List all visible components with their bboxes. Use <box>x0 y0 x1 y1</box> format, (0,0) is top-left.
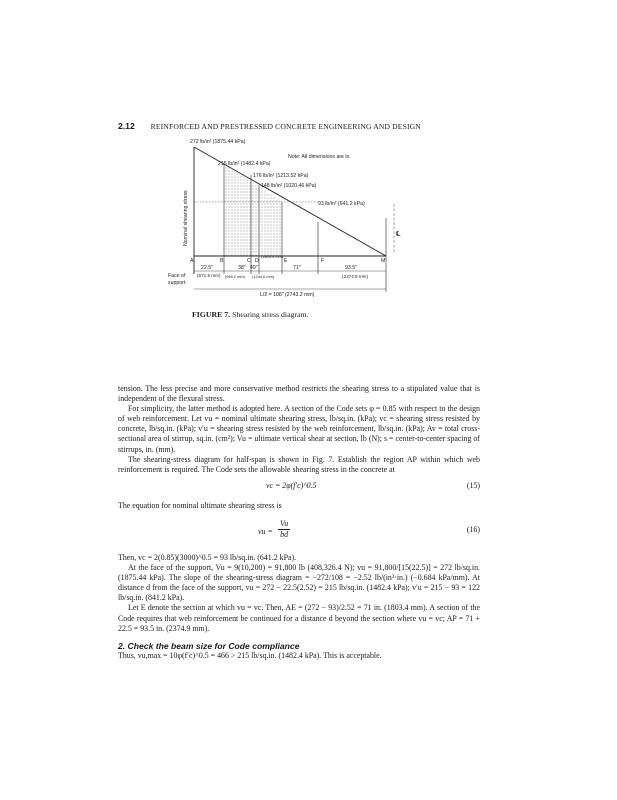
stress-label-148: 148 lb/in² (1020.46 kPa) <box>261 183 317 189</box>
paragraph-7: Let E denote the section at which vu = vc. Then, AE = (272 − 93)/2.52 = 71 in. (1803.4 mm). A section of the Code requires that web reinforcement be continued for a distance d beyond the section where vu = vc; AP = 71 + 22.5 = 93.5 in. (2374.9 mm). <box>118 603 480 633</box>
paragraph-3: The shearing-stress diagram for half-span is shown in Fig. 7. Establish the region AP within which web reinforcement is required. The Code sets the allowable shearing stress in the concrete at <box>118 454 480 474</box>
point-label-D: D <box>255 258 259 264</box>
paragraph-6: At the face of the support, Vu = 9(10,200) = 91,800 lb (408,326.4 N); vu = 91,800/[15(22.5)] = 272 lb/sq.in. (1875.44 kPa). The slope of the shearing-stress diagram = −272/108 = −2.52 lb/(in²·in.) (−0.684 kPa/mm). At distance d from the face of the support, vu = 272 − 22.5(2.52) = 215 lb/sq.in. (1482.4 kPa); v′u = 215 − 93 = 122 lb/sq.in. (841.2 kPa). <box>118 563 480 603</box>
paragraph-2: For simplicity, the latter method is adopted here. A section of the Code sets φ = 0.85 with respect to the design of web reinforcement. Let vu = nominal ultimate shearing stress, lb/sq.in. (kPa); vc = shearing stress resisted by concrete, lb/sq.in. (kPa); v′u = shearing stress resisted by the web reinforcement, lb/sq.in. (kPa); Av = total cross-sectional area of stirrup, sq.in. (cm²); Vu = ultimate vertical shear at section, lb (N); s = center-to-center spacing of stirrups, in. (mm). <box>118 404 480 454</box>
stress-label-272: 272 lb/in² (1875.44 kPa) <box>190 139 246 145</box>
paragraph-5: Then, vc = 2(0.85)(3000)^0.5 = 93 lb/sq.in. (641.2 kPa). <box>118 552 297 562</box>
point-label-E: E <box>284 258 288 264</box>
running-title: REINFORCED AND PRESTRESSED CONCRETE ENGINEERING AND DESIGN <box>150 122 421 131</box>
step-2-heading: 2. Check the beam size for Code compliance <box>118 640 300 651</box>
dim-bottom-4: (1803.4 mm) <box>261 254 284 259</box>
shearing-stress-diagram <box>168 134 442 306</box>
span-label: L/2 = 108" (2743.2 mm) <box>260 292 315 298</box>
paragraph-4: The equation for nominal ultimate shearing stress is <box>118 500 282 510</box>
paragraph-8: Thus, vu,max = 10φ(f′c)^0.5 = 466 > 215 lb/sq.in. (1482.4 kPa). This is acceptable. <box>118 650 382 660</box>
figure-caption <box>192 310 309 319</box>
dim-top-1: 22.5" <box>201 265 213 271</box>
equation-15 <box>118 481 480 495</box>
face-of-support-line2: support <box>168 280 186 286</box>
dim-bottom-1: (571.5 mm) <box>197 273 221 278</box>
equation-15-expr: vc = 2φ(f′c)^0.5 <box>266 480 317 490</box>
stress-label-176: 176 lb/in² (1213.52 kPa) <box>253 173 309 179</box>
page-header <box>118 121 421 131</box>
equation-16-denominator: bd <box>280 530 289 540</box>
stress-label-215: 215 lb/in² (1482.4 kPa) <box>218 161 271 167</box>
equation-16 <box>118 517 480 547</box>
y-axis-label: Nominal shearing stress <box>183 190 189 246</box>
stress-label-93: 93 lb/in² (641.2 kPa) <box>318 201 365 207</box>
dim-bottom-3: (1244.6 mm) <box>252 274 275 279</box>
page-number: 2.12 <box>118 121 135 131</box>
dim-top-3: 49" <box>250 265 258 271</box>
equation-16-numerator: Vu <box>278 519 290 530</box>
point-label-B: B <box>220 258 224 264</box>
centerline-label: ℄ <box>396 231 401 238</box>
caption-label: FIGURE 7. <box>192 310 231 319</box>
point-label-M: M <box>381 258 386 264</box>
point-label-F: F <box>321 258 325 264</box>
dim-bottom-2: (965.2 mm) <box>225 274 245 279</box>
equation-15-number: (15) <box>466 480 480 490</box>
equation-16-lhs: vu = <box>258 526 273 536</box>
equation-16-number: (16) <box>466 524 480 534</box>
paragraph-1: tension. The less precise and more conservative method restricts the shearing stress to a stipulated value that is independent of the flexural stress. <box>118 384 480 404</box>
point-label-C: C <box>247 258 251 264</box>
dim-top-4: 71" <box>293 265 301 271</box>
point-label-A: A <box>190 258 194 264</box>
dim-top-5: 93.5" <box>345 265 357 271</box>
body-text <box>118 384 480 661</box>
caption-text: Shearing stress diagram. <box>232 310 309 319</box>
equation-16-fraction <box>258 518 290 540</box>
dim-top-2: 38" <box>238 265 246 271</box>
dim-bottom-5: (2374.9 mm) <box>342 274 369 279</box>
note: Note: All dimensions are in. <box>288 154 351 160</box>
face-of-support-line1: Face of <box>168 273 186 279</box>
